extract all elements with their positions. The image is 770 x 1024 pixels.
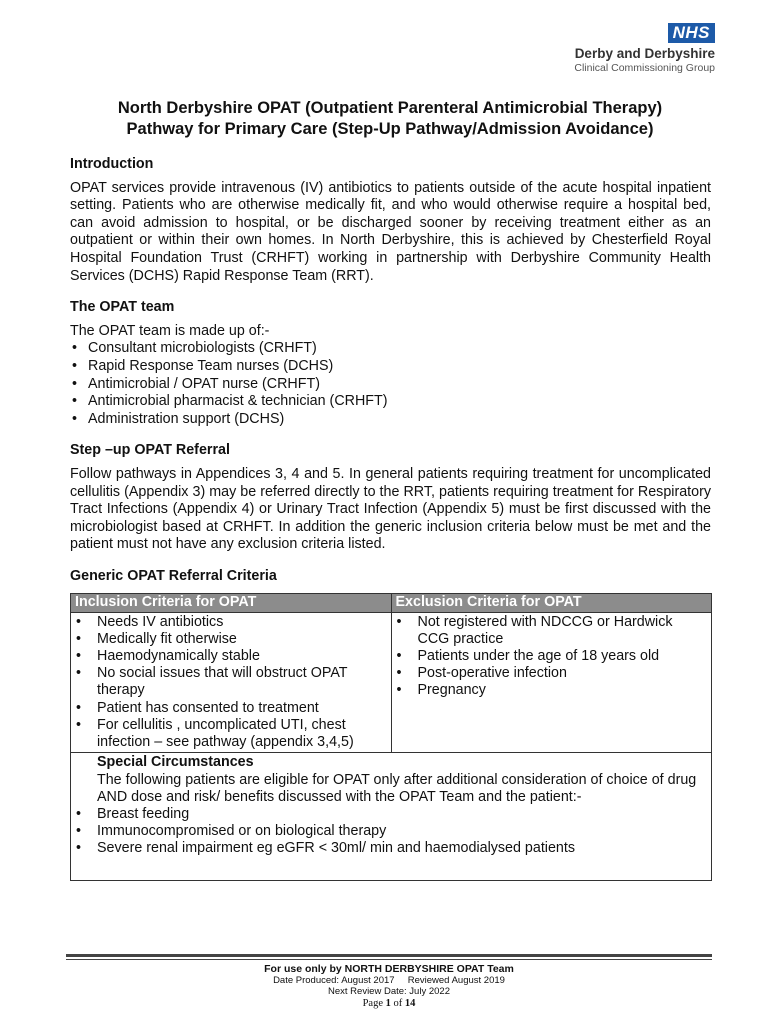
inclusion-cell xyxy=(71,612,392,753)
team-member: • Consultant microbiologists (CRHFT) xyxy=(70,340,711,358)
page-word: Page xyxy=(362,998,384,1009)
footer-rule xyxy=(66,954,712,957)
footer-produced: Date Produced: August 2017 xyxy=(273,975,395,986)
team-member: • Antimicrobial pharmacist & technician (CRHFT) xyxy=(70,393,711,411)
exclusion-header: Exclusion Criteria for OPAT xyxy=(391,594,712,612)
page-current: 1 xyxy=(385,998,391,1009)
team-member: • Administration support (DCHS) xyxy=(70,411,711,429)
exclusion-item: • Post-operative infection xyxy=(396,665,708,682)
team-intro: The OPAT team is made up of:- xyxy=(70,322,270,339)
nhs-badge: NHS xyxy=(668,23,715,43)
title-line-1: North Derbyshire OPAT (Outpatient Parenteral Antimicrobial Therapy) xyxy=(117,99,663,117)
special-circumstances-cell xyxy=(71,753,712,880)
referral-text: Follow pathways in Appendices 3, 4 and 5. In general patients requiring treatment for uncomplicated cellulitis (Appendix 3) may be referred directly to the RRT, patients requiring treatment for Respiratory Tract Infections (Appendix 4) or Urinary Tract Infection (Appendix 5) must be first discussed with the microbiologist based at CRHFT. In addition the generic inclusion criteria below must be met and the patient must not have any exclusion criteria listed. xyxy=(70,465,711,553)
team-member: • Rapid Response Team nurses (DCHS) xyxy=(70,358,711,376)
document-body xyxy=(70,156,711,881)
exclusion-item: • Not registered with NDCCG or Hardwick CCG practice xyxy=(396,614,708,648)
inclusion-item: • Haemodynamically stable xyxy=(75,648,387,665)
team-list xyxy=(70,340,711,428)
title-line-2: Pathway for Primary Care (Step-Up Pathway/Admission Avoidance) xyxy=(126,120,654,138)
page-footer xyxy=(66,954,712,1010)
exclusion-item: • Patients under the age of 18 years old xyxy=(396,648,708,665)
footer-dates xyxy=(66,975,712,986)
introduction-text: OPAT services provide intravenous (IV) antibiotics to patients outside of the acute hospital inpatient setting. Patients who are otherwise medically fit, and who would otherwise require a hospital bed, can avoid admission to hospital, or be discharged sooner by receiving treatment either as an outpatient or within their own homes. In North Derbyshire, this is achieved by Chesterfield Royal Hospital Foundation Trust (CRHFT) working in partnership with Derbyshire Community Health Services (DCHS) Rapid Response Team (RRT). xyxy=(70,179,711,284)
page-number xyxy=(66,997,712,1010)
footer-reviewed: Reviewed August 2019 xyxy=(407,975,505,986)
team-member: • Antimicrobial / OPAT nurse (CRHFT) xyxy=(70,376,711,394)
org-subtitle: Clinical Commissioning Group xyxy=(574,62,715,74)
criteria-heading: Generic OPAT Referral Criteria xyxy=(70,567,277,584)
document-title xyxy=(70,98,710,140)
special-item: • Immunocompromised or on biological therapy xyxy=(75,823,707,840)
criteria-table xyxy=(70,593,712,880)
special-text: The following patients are eligible for OPAT only after additional consideration of choice of drug AND dose and risk/ benefits discussed with the OPAT Team and the patient:- xyxy=(97,771,697,805)
org-name: Derby and Derbyshire xyxy=(574,46,715,61)
special-item: • Breast feeding xyxy=(75,806,707,823)
inclusion-item: • For cellulitis , uncomplicated UTI, chest infection – see pathway (appendix 3,4,5) xyxy=(75,717,387,751)
footer-next-review: Next Review Date: July 2022 xyxy=(328,986,450,997)
page-total: 14 xyxy=(404,998,416,1009)
team-heading: The OPAT team xyxy=(70,299,175,316)
inclusion-item: • No social issues that will obstruct OPAT therapy xyxy=(75,665,387,699)
of-word: of xyxy=(393,998,403,1009)
inclusion-item: • Needs IV antibiotics xyxy=(75,614,387,631)
introduction-heading: Introduction xyxy=(70,156,154,172)
inclusion-item: • Patient has consented to treatment xyxy=(75,700,387,717)
special-item: • Severe renal impairment eg eGFR < 30ml/ min and haemodialysed patients xyxy=(75,840,707,857)
exclusion-cell xyxy=(391,612,712,753)
referral-heading: Step –up OPAT Referral xyxy=(70,442,230,459)
inclusion-item: • Medically fit otherwise xyxy=(75,631,387,648)
footer-rule-thin xyxy=(66,959,712,960)
inclusion-header: Inclusion Criteria for OPAT xyxy=(71,594,392,612)
special-heading: Special Circumstances xyxy=(97,754,254,771)
exclusion-item: • Pregnancy xyxy=(396,682,708,699)
footer-usage: For use only by NORTH DERBYSHIRE OPAT Team xyxy=(264,963,514,975)
nhs-logo xyxy=(545,23,715,74)
